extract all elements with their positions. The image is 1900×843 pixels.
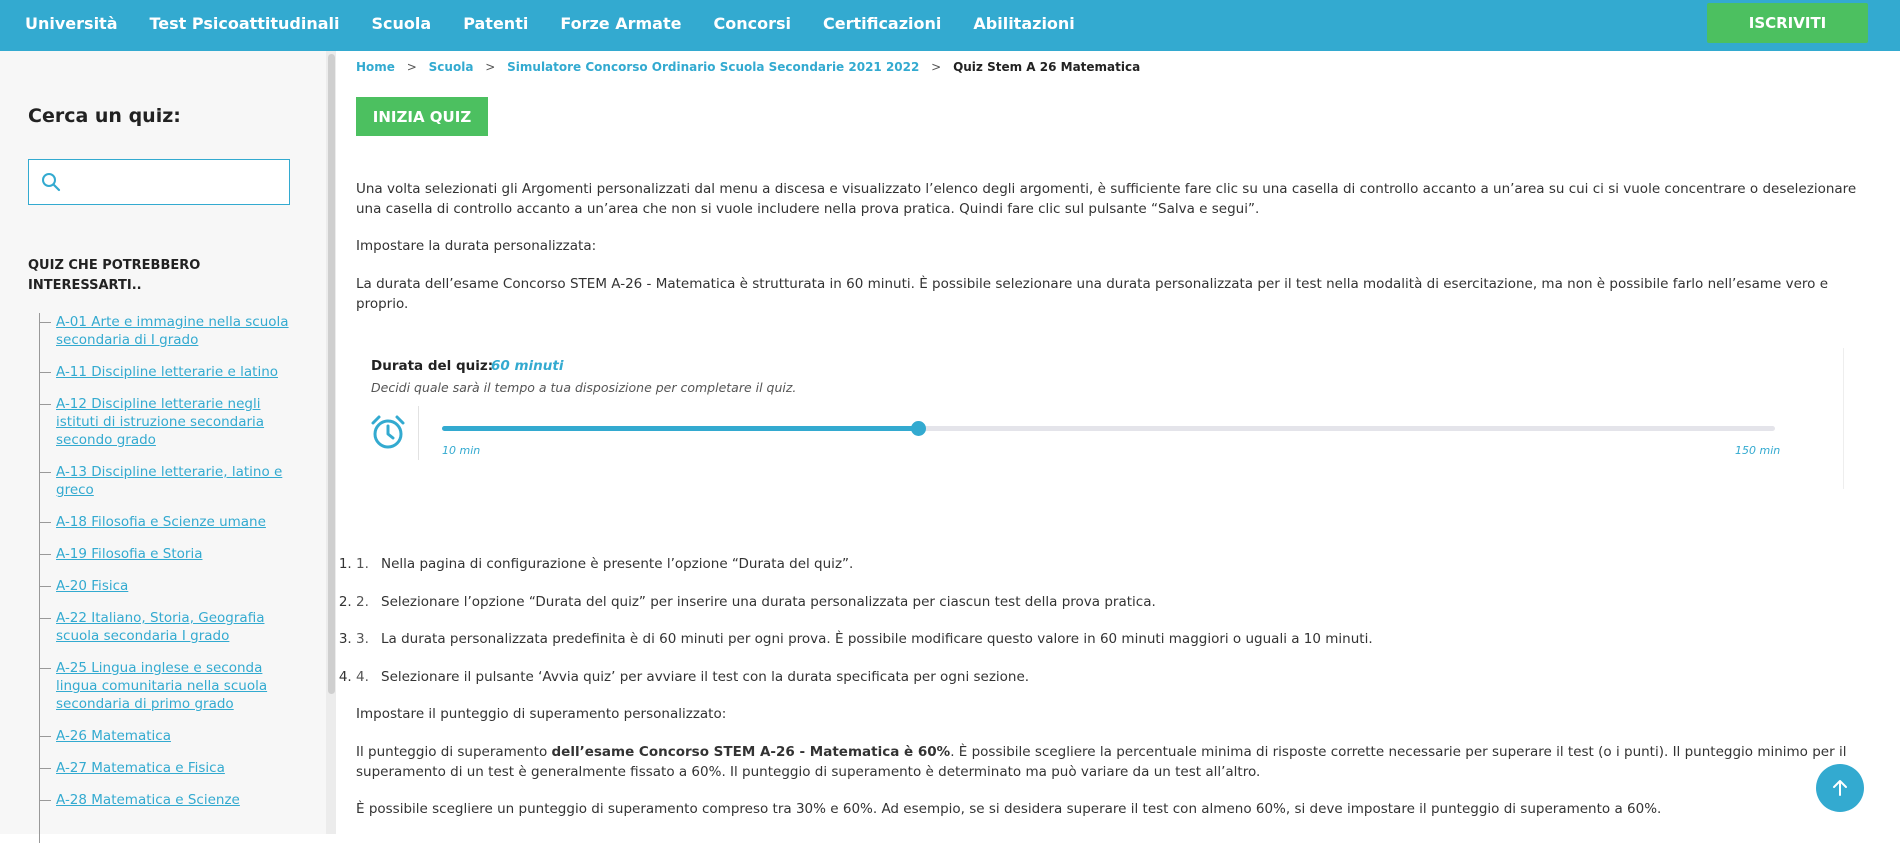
duration-label: Durata del quiz: [371, 358, 494, 374]
breadcrumb-current: Quiz Stem A 26 Matematica [953, 60, 1141, 74]
steps-list [356, 554, 1556, 704]
quiz-duration-panel [356, 348, 1844, 489]
pass-paragraph: Il punteggio di superamento dell’esame Concorso STEM A-26 - Matematica è 60%. È possibile scegliere la percentuale minima di risposte corrette necessarie per superare il test (o i punti). Il punteggio minimo per il superamento di un test è generalmente fissato a 60%. Il punteggio di superamento è determinato ma può variare da un test all’altro. [356, 744, 1847, 780]
duration-slider-handle[interactable] [911, 421, 926, 436]
related-quiz-link[interactable]: A-22 Italiano, Storia, Geografia scuola secondaria I grado [56, 609, 289, 645]
related-quiz-link[interactable]: A-20 Fisica [56, 577, 289, 595]
duration-slider[interactable] [442, 426, 1775, 431]
related-quiz-link[interactable]: A-01 Arte e immagine nella scuola secondaria di I grado [56, 314, 289, 348]
intro-paragraph: Una volta selezionati gli Argomenti personalizzati dal menu a discesa e visualizzato l’elenco degli argomenti, è sufficiente fare clic su una casella di controllo accanto a un’area su cui ci si vuole concentrare o deselezionare una casella di controllo accanto a un’area che non si vuole includere nella prova pratica. Quindi fare clic sul pulsante “Salva e segui”. [356, 181, 1857, 217]
duration-max-label: 150 min [1735, 444, 1781, 457]
nav-item-abilitazioni[interactable]: Abilitazioni [973, 13, 1075, 33]
duration-hint: Decidi quale sarà il tempo a tua disposizione per completare il quiz. [371, 380, 797, 395]
related-quizzes-list [39, 313, 289, 843]
related-quiz-link[interactable]: A-27 Matematica e Fisica [56, 759, 289, 777]
nav-item-scuola[interactable]: Scuola [371, 13, 432, 33]
nav-item-test-psicoattitudinali[interactable]: Test Psicoattitudinali [149, 13, 340, 33]
breadcrumb-separator: > [485, 60, 496, 74]
related-quiz-link[interactable]: A-28 Matematica e Scienze [56, 791, 289, 809]
sidebar [0, 51, 336, 834]
related-quiz-link[interactable]: A-19 Filosofia e Storia [56, 545, 289, 563]
arrow-up-icon [1830, 778, 1850, 798]
related-quizzes-title: QUIZ CHE POTREBBERO INTERESSARTI.. [28, 258, 201, 293]
duration-slider-fill [442, 426, 918, 431]
breadcrumb-separator: > [931, 60, 942, 74]
list-item: 4. 4. Selezionare il pulsante ‘Avvia quiz’ per avviare il test con la durata specificata per ogni sezione. [356, 667, 1556, 705]
sidebar-scrollbar-thumb[interactable] [328, 54, 335, 694]
related-quiz-link[interactable]: A-18 Filosofia e Scienze umane [56, 513, 289, 531]
breadcrumb-separator: > [406, 60, 417, 74]
search-icon [41, 172, 61, 192]
related-quiz-link[interactable]: A-25 Lingua inglese e seconda lingua comunitaria nella scuola secondaria di primo grado [56, 659, 289, 713]
duration-paragraph: La durata dell’esame Concorso STEM A-26 - Matematica è strutturata in 60 minuti. È possibile selezionare una durata personalizzata per il test nella modalità di esercitazione, ma non è possibile farlo nell’esame vero e proprio. [356, 276, 1829, 312]
list-item: 2. 2. Selezionare l’opzione “Durata del quiz” per inserire una durata personalizzata per ciascun test della prova pratica. [356, 592, 1556, 630]
search-input[interactable] [73, 166, 283, 198]
nav-item-universita[interactable]: Università [25, 13, 118, 33]
top-navbar [0, 0, 1900, 51]
breadcrumb-scuola[interactable]: Scuola [428, 60, 474, 74]
nav-item-forze-armate[interactable]: Forze Armate [560, 13, 682, 33]
duration-min-label: 10 min [442, 444, 481, 457]
duration-heading: Impostare la durata personalizzata: [356, 238, 597, 254]
breadcrumb [356, 60, 1140, 74]
main-content [336, 51, 1900, 834]
duration-value: 60 minuti [491, 358, 564, 374]
breadcrumb-simulatore[interactable]: Simulatore Concorso Ordinario Scuola Secondarie 2021 2022 [507, 60, 920, 74]
alarm-clock-icon [370, 414, 406, 450]
nav-item-certificazioni[interactable]: Certificazioni [822, 13, 942, 33]
search-box[interactable] [28, 159, 290, 205]
related-quiz-link[interactable]: A-26 Matematica [56, 727, 289, 745]
signup-button[interactable]: ISCRIVITI [1707, 3, 1868, 43]
nav-item-patenti[interactable]: Patenti [463, 13, 529, 33]
breadcrumb-home[interactable]: Home [356, 60, 395, 74]
pass-range-paragraph: È possibile scegliere un punteggio di superamento compreso tra 30% e 60%. Ad esempio, se si desidera superare il test con almeno 60%, si deve impostare il punteggio di superamento a 60%. [356, 801, 1662, 817]
related-quiz-link[interactable]: A-11 Discipline letterarie e latino [56, 363, 289, 381]
main-menu [25, 0, 1107, 46]
nav-item-concorsi[interactable]: Concorsi [713, 13, 791, 33]
back-to-top-button[interactable] [1816, 764, 1864, 812]
list-item: 1. 1. Nella pagina di configurazione è presente l’opzione “Durata del quiz”. [356, 554, 1556, 592]
related-quiz-link[interactable]: A-12 Discipline letterarie negli istituti di istruzione secondaria secondo grado [56, 395, 289, 449]
divider [418, 406, 419, 460]
related-quiz-link[interactable]: A-13 Discipline letterarie, latino e greco [56, 463, 289, 499]
search-quiz-title: Cerca un quiz: [28, 105, 181, 127]
pass-heading: Impostare il punteggio di superamento personalizzato: [356, 706, 727, 722]
list-item: 3. 3. La durata personalizzata predefinita è di 60 minuti per ogni prova. È possibile modificare questo valore in 60 minuti maggiori o uguali a 10 minuti. [356, 629, 1556, 667]
start-quiz-button[interactable]: INIZIA QUIZ [356, 97, 488, 136]
